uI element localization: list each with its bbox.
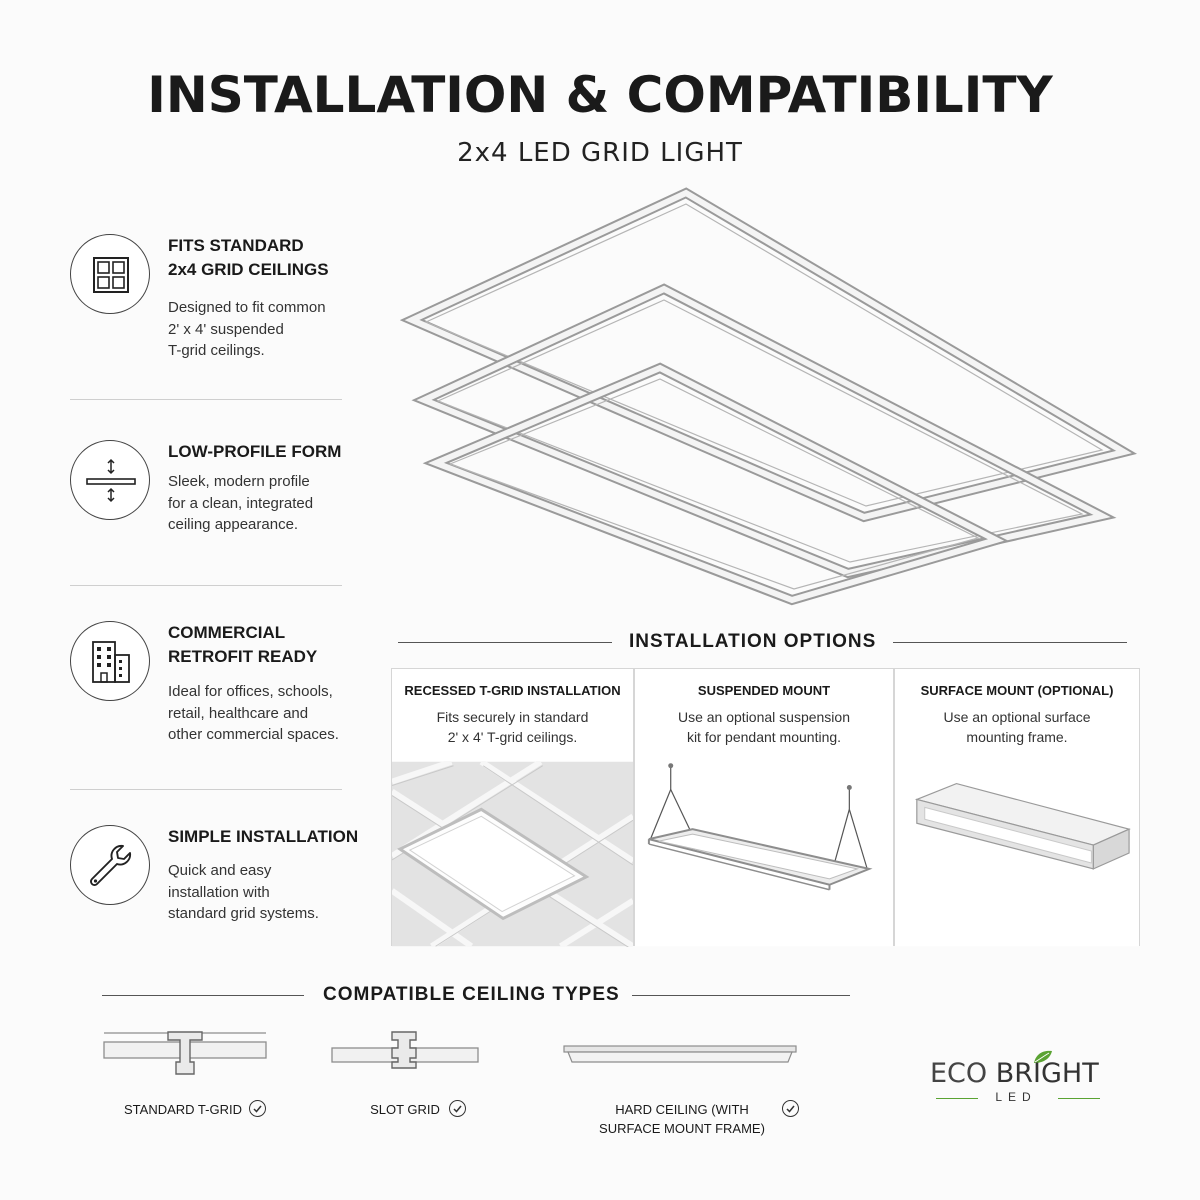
panel-frame-bottom	[436, 368, 996, 600]
recessed-ceiling-illustration	[392, 761, 633, 947]
feature-description: Sleek, modern profile for a clean, integrated ceiling appearance.	[168, 473, 314, 533]
slot-grid-profile-icon	[330, 1028, 480, 1072]
feature-title: LOW-PROFILE FORM	[168, 442, 342, 461]
installation-options-heading: INSTALLATION OPTIONS	[629, 631, 877, 652]
feature-divider	[70, 585, 342, 586]
feature-commercial-retrofit	[70, 621, 370, 751]
check-circle-icon	[782, 1100, 799, 1117]
t-grid-profile-icon	[102, 1028, 268, 1080]
option-title: SURFACE MOUNT (OPTIONAL)	[920, 683, 1114, 698]
heading-rule-left	[398, 642, 612, 643]
feature-title: SIMPLE INSTALLATION	[168, 827, 359, 846]
feature-divider	[70, 399, 342, 400]
suspended-mount-illustration	[635, 761, 893, 947]
option-description: Fits securely in standard 2' x 4' T-grid ceilings.	[436, 709, 589, 745]
grid-ceiling-icon	[70, 234, 150, 314]
surface-mount-illustration	[895, 761, 1139, 947]
feature-low-profile	[70, 440, 370, 550]
heading-rule-right	[632, 995, 850, 996]
feature-description: Ideal for offices, schools, retail, healthcare and other commercial spaces.	[168, 683, 339, 743]
option-description: Use an optional suspension kit for pendant mounting.	[677, 709, 850, 745]
option-recessed-tgrid	[391, 668, 634, 946]
ceiling-type-label: HARD CEILING (WITH SURFACE MOUNT FRAME)	[599, 1102, 765, 1136]
feature-simple-installation	[70, 825, 370, 935]
ceiling-types-heading: COMPATIBLE CEILING TYPES	[323, 984, 620, 1005]
feature-description: Quick and easy installation with standard grid systems.	[168, 862, 319, 922]
option-description: Use an optional surface mounting frame.	[943, 709, 1091, 745]
heading-rule-right	[893, 642, 1127, 643]
option-title: RECESSED T-GRID INSTALLATION	[404, 683, 621, 698]
wrench-icon	[70, 825, 150, 905]
feature-title: COMMERCIAL RETROFIT READY	[168, 623, 318, 666]
check-circle-icon	[249, 1100, 266, 1117]
option-suspended-mount	[634, 668, 894, 946]
panel-frames-illustration	[400, 185, 1160, 615]
logo-bright-text: BRIGHT	[995, 1058, 1099, 1089]
feature-title: FITS STANDARD 2x4 GRID CEILINGS	[168, 236, 329, 279]
feature-description: Designed to fit common 2' x 4' suspended T-grid ceilings.	[168, 299, 326, 359]
feature-divider	[70, 789, 342, 790]
logo-subtext: LED	[995, 1090, 1037, 1104]
page-title: INSTALLATION & COMPATIBILITY	[147, 66, 1053, 124]
logo-eco-text: ECO	[930, 1058, 988, 1089]
ceiling-type-label: STANDARD T-GRID	[124, 1102, 242, 1117]
heading-rule-left	[102, 995, 304, 996]
building-icon	[70, 621, 150, 701]
eco-bright-logo	[930, 1058, 1105, 1108]
option-surface-mount	[894, 668, 1140, 946]
check-circle-icon	[449, 1100, 466, 1117]
ceiling-type-label: SLOT GRID	[370, 1102, 440, 1117]
low-profile-icon	[70, 440, 150, 520]
logo-rule-right	[1058, 1098, 1100, 1099]
logo-wordmark	[930, 1058, 1099, 1089]
option-title: SUSPENDED MOUNT	[697, 683, 831, 698]
feature-grid-ceilings	[70, 234, 370, 364]
hard-ceiling-profile-icon	[562, 1044, 798, 1068]
page-subtitle: 2x4 LED GRID LIGHT	[457, 138, 743, 168]
